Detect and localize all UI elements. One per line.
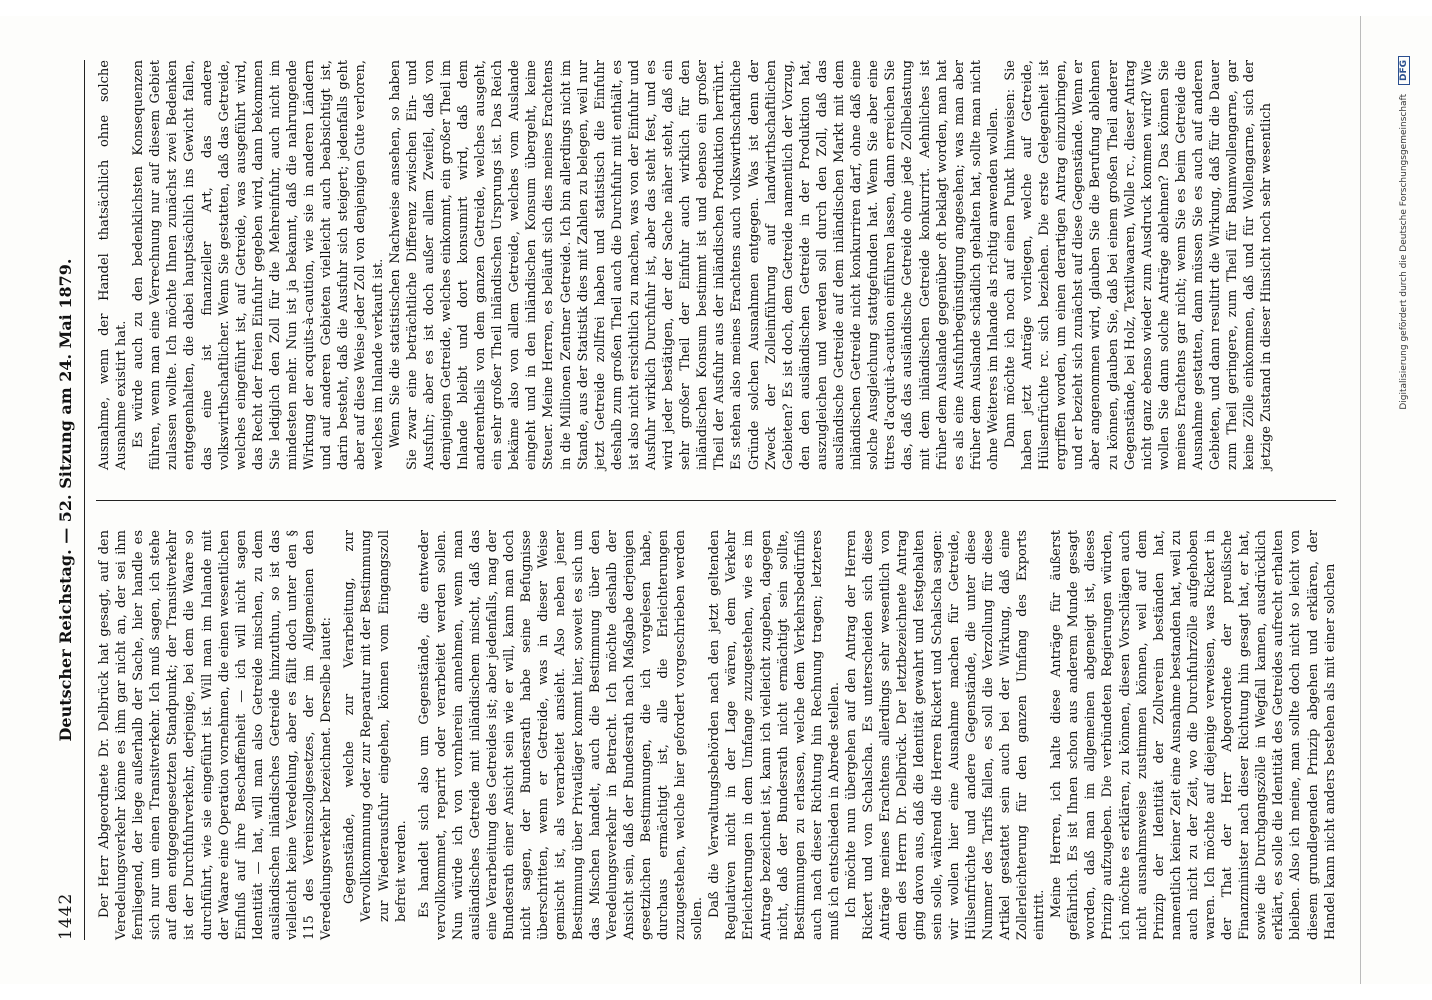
text-column-left [96, 530, 1338, 940]
page-header [50, 60, 85, 940]
paragraph: Dann möchte ich noch auf einen Punkt hinweisen: Sie haben jetzt Anträge vorliegen, welche auf Getreide, Hülsenfrüchte rc. sich beziehen. Die erste Gelegenheit ist ergriffen worden, um einen derartigen Antrag einzubringen, und er bezieht sich zunächst auf diese Gegenstände. Wenn er aber angenommen wird, glauben Sie die Berufung ablehnen zu können, glauben Sie, daß bei einem großen Theil anderer Gegenstände, bei Holz, Textilwaaren, Wolle rc., dieser Antrag nicht ganz ebenso wieder zum Ausdruck kommen wird? Wie wollen Sie dann solche Anträge ablehnen? Das können Sie meines Erachtens gar nicht; wenn Sie es beim Getreide die Ausnahme gestatten, dann müssen Sie es auch auf anderen Gebieten, und dann resultirt die Wirkung, daß für die Dauer zum Theil geringere, zum Theil für Baumwollengarne, gar keine Zölle einkommen, daß und für Wollengarne, sich der jetzige Zustand in dieser Hinsicht noch sehr wesentlich [1002, 60, 1275, 470]
page-content [50, 60, 1340, 940]
paragraph: Es würde auch zu den bedenklichsten Konsequenzen führen, wenn man eine Verrechnung nur auf diesem Gebiet zulassen wollte. Ich möchte Ihnen zunächst zwei Bedenken entgegenhalten, die dabei hauptsächlich ins Gewicht fallen, das eine ist finanzieller Art, das andere volkswirthschaftlicher. Wenn Sie gestatten, daß das Getreide, welches eingeführt ist, auf Getreide, was ausgeführt wird, das Recht der freien Einfuhr gegeben wird, dann bekommen Sie lediglich den Zoll für die Mehreinfuhr, auch nicht im mindesten mehr. Nun ist ja bekannt, daß die nahrungende Wirkung der acquits-à-caution, wie sie in anderen Ländern und auf anderen Gebieten vielleicht auch beabsichtigt ist, darin besteht, daß die Ausfuhr sich steigert; jedenfalls geht aber auf diese Weise jeder Zoll von denjenigen Gute verloren, welches im Inlande verkauft ist. [131, 60, 386, 470]
paragraph: Meine Herren, ich halte diese Anträge für äußerst gefährlich. Es ist Ihnen schon aus anderem Munde gesagt worden, daß man im allgemeinen abgeneigt ist, dieses Prinzip aufzugeben. Die verbündeten Regierungen würden, ich möchte es erklären, zu können, diesen Vorschlägen auch nicht ausnahmsweise zustimmen können, weil auf dem Prinzip der Identität der Zollverein beständen hat, namentlich keiner Zeit eine Ausnahme bestanden hat, weil zu auch nicht zu der Zeit, wo die Durchfuhrzölle aufgehoben waren. Ich möchte auf diejenige verweisen, was Rickert in der That der Herr Abgeordnete der preußische Finanzminister nach dieser Richtung hin gesagt hat, er hat, sowie die Durchgangszölle in Wegfall kamen, ausdrücklich erklärt, es solle die Identität des Getreides aufrecht erhalten bleiben. Also ich meine, man sollte doch nicht so leicht von diesem grundlegenden Prinzip abgehen und erklären, der Handel kann nicht anders bestehen als mit einer solchen [1049, 530, 1338, 940]
column-divider [96, 500, 1336, 501]
scanned-page [0, 16, 1432, 984]
paragraph: Es handelt sich also um Gegenstände, die entweder vervollkommnet, reparirt oder verarbeitet werden sollen. Nun würde ich von vornherein annehmen, wenn man ausländisches Getreide mit inländischem mischt, daß das eine Verarbeitung des Getreides ist; aber jedenfalls, mag der Bundesrath einer Ansicht sein wie er will, kann man doch nicht sagen, der Bundesrath habe seine Befugnisse überschritten, wenn er Getreide, was in dieser Weise gemischt ist, als verarbeitet ansieht. Also neben jener Bestimmung über Privatläger kommt hier, soweit es sich um das Mischen handelt, auch die Bestimmung über den Veredelungsverkehr in Betracht. Ich möchte deshalb der Ansicht sein, daß der Bundesrath nach Maßgabe derjenigen gesetzlichen Bestimmungen, die ich vorgelesen habe, durchaus ermächtigt ist, alle die Erleichterungen zuzugestehen, welche hier gefordert vorgeschrieben werden sollen. [416, 530, 706, 940]
page-number: 1442 [56, 892, 76, 940]
running-title: Deutscher Reichstag. — 52. Sitzung am 24. Mai 1879. [56, 258, 75, 742]
paragraph: Der Herr Abgeordnete Dr. Delbrück hat gesagt, auf den Veredelungsverkehr könne es ihm gar nicht an, der sei ihm fernliegend, der liege außerhalb der Sache, hier handle es sich nur um einen Transitverkehr. Ich muß sagen, ich stehe auf dem entgegengesetzten Standpunkt; der Transitverkehr ist der Durchfuhrverkehr, derjenige, bei dem die Waare so durchführt, wie sie eingeführt ist. Will man im Inlande mit der Waare eine Operation vornehmen, die einen wesentlichen Einfluß auf ihre Beschaffenheit — ich will nicht sagen Identität — hat, will man also Getreide mischen, zu dem ausländischen inländisches Getreide hinzuthun, so ist das vielleicht keine Veredelung, aber es fällt doch unter den § 115 des Vereinszollgesetzes, der im Allgemeinen den Veredelungsverkehr bezeichnet. Derselbe lautet: [97, 530, 335, 940]
quoted-paragraph: Gegenstände, welche zur Verarbeitung, zur Vervollkommnung oder zur Reparatur mit der Bestimmung zur Wiederausfuhr eingehen, können vom Eingangszoll befreit werden. [342, 530, 409, 922]
credit-text: Digitalisierung gefördert durch die Deutsche Forschungsgemeinschaft [1399, 93, 1409, 410]
paragraph: Ich möchte nun übergehen auf den Antrag der Herren Rickert und von Schalscha. Es unterscheiden sich diese Anträge meines Erachtens allerdings sehr wesentlich von dem des Herrn Dr. Delbrück. Der letztbezeichnete Antrag ging davon aus, daß die Identität gewahrt und festgehalten sein solle, während die Herren Rickert und Schalscha sagen: wir wollen hier eine Ausnahme machen für Getreide, Hülsenfrüchte und andere Gegenstände, die unter diese Nummer des Tarifs fallen, es soll die Verzollung für diese Artikel gestattet sein auch bei der Wirkung, daß eine Zollerleichterung für den ganzen Umfang des Exports eintritt. [844, 530, 1048, 940]
digitization-credit [1398, 16, 1418, 984]
page-edge [1360, 16, 1361, 984]
paragraph: Daß die Verwaltungsbehörden nach den jetzt geltenden Regulativen nicht in der Lage wären, dem Verkehr Erleichterungen in dem Umfange zuzugestehen, wie es im Antrage bezeichnet ist, kann ich vielleicht zugeben, dagegen nicht, daß der Bundesrath nicht ermächtigt sein sollte, Bestimmungen zu erlassen, welche dem Verkehrsbedürfniß auch nach dieser Richtung hin Rechnung tragen; letzteres muß ich entschieden in Abrede stellen. [707, 530, 842, 940]
paragraph: Wenn Sie die statistischen Nachweise ansehen, so haben Sie zwar eine beträchtliche Differenz zwischen Ein- und Ausfuhr; aber es ist doch außer allem Zweifel, daß von demjenigen Getreide, welches einkommt, ein großer Theil im Inlande bleibt und dort konsumirt wird, daß dem anderentheils von dem ganzen Getreide, welches ausgeht, ein sehr großer Theil inländischen Ursprungs ist. Das Reich bekäme also von allem Getreide, welches vom Auslande eingeht und in den inländischen Konsum übergeht, keine Steuer. Meine Herren, es beläuft sich dies meines Erachtens in die Millionen Zentner Getreide. Ich bin allerdings nicht im Stande, aus der Statistik dies mit Zahlen zu belegen, weil nur jetzt Getreide zollfrei haben und statistisch die Einfuhr deshalb zum großen Theil auch die Durchfuhr mit enthält, es ist also nicht ersichtlich zu machen, was von der Einfuhr und Ausfuhr wirklich Durchfuhr ist, aber das steht fest, und es wird jeder bestätigen, der der Sache näher steht, daß ein sehr großer Theil der Einfuhr auch wirklich für den inländischen Konsum bestimmt ist und ebenso ein großer Theil der Ausfuhr aus der inländischen Produktion herrührt. Es stehen also meines Erachtens auch volkswirthschaftliche Gründe solchen Ausnahmen entgegen. Was ist denn der Zweck der Zolleinführung auf landwirthschaftlichen Gebieten? Es ist doch, dem Getreide namentlich der Vorzug, den den ausländischen Getreide in der Produktion hat, auszugleichen und werden soll durch den Zoll, daß das ausländische Getreide auf dem inländischen Markt mit dem inländischen Getreide nicht konkurriren darf, ohne daß eine solche Ausgleichung stattgefunden hat. Wenn Sie aber eine titres d'acquit-à-caution einführen lassen, dann erreichen Sie das, daß das ausländische Getreide ohne jede Zollbelastung mit dem inländischen Getreide konkurrirt. Aehnliches ist früher dem Auslande gegenüber oft beklagt worden, man hat es als eine Ausfuhrbegünstigung angesehen; was man aber früher dem Auslande schädlich gehalten hat, sollte man nicht ohne Weiteres im Inlande als richtig anwenden wollen. [387, 60, 1001, 470]
text-column-right [96, 60, 1326, 470]
paragraph: Ausnahme, wenn der Handel thatsächlich ohne solche Ausnahme existirt hat. [97, 60, 130, 470]
dfg-logo: DFG [1398, 56, 1410, 85]
